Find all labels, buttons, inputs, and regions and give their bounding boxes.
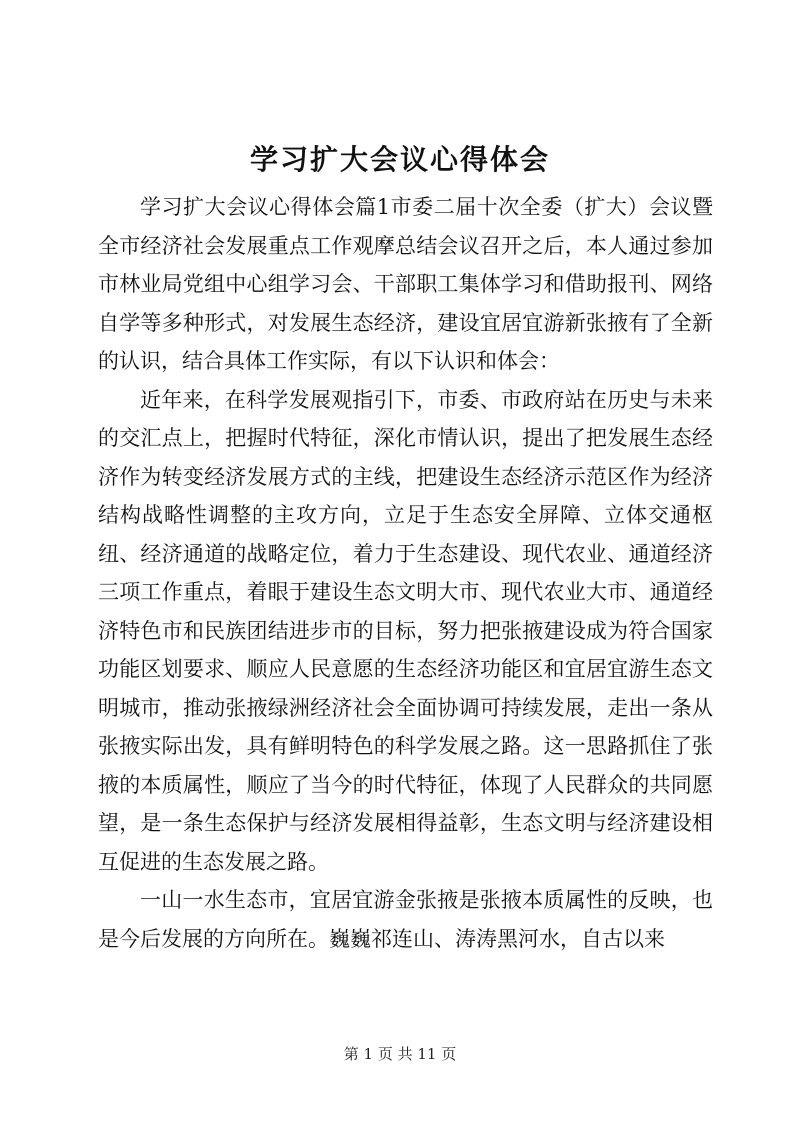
- document-title: 学习扩大会议心得体会: [249, 143, 550, 176]
- paragraph-2: 近年来，在科学发展观指引下，市委、市政府站在历史与未来的交汇点上，把握时代特征，深化市情认识，提出了把发展生态经济作为转变经济发展方式的主线，把建设生态经济示范区作为经济结构战略性调整的主攻方向，立足于生态安全屏障、立体交通枢纽、经济通道的战略定位，着力于生态建设、现代农业、通道经济三项工作重点，着眼于建设生态文明大市、现代农业大市、通道经济特色市和民族团结进步市的目标，努力把张掖建设成为符合国家功能区划要求、顺应人民意愿的生态经济功能区和宜居宜游生态文明城市，推动张掖绿洲经济社会全面协调可持续发展，走出一条从张掖实际出发，具有鲜明特色的科学发展之路。这一思路抓住了张掖的本质属性，顺应了当今的时代特征，体现了人民群众的共同愿望，是一条生态保护与经济发展相得益彰，生态文明与经济建设相互促进的生态发展之路。: [98, 387, 713, 874]
- paragraph-1: 学习扩大会议心得体会篇1市委二届十次全委（扩大）会议暨全市经济社会发展重点工作观摩总结会议召开之后，本人通过参加市林业局党组中心组学习会、干部职工集体学习和借助报刊、网络自学等多种形式，对发展生态经济，建设宜居宜游新张掖有了全新的认识，结合具体工作实际，有以下认识和体会：: [98, 195, 713, 373]
- page-footer: 第 1 页 共 11 页: [343, 1045, 457, 1063]
- document-body: [98, 188, 713, 958]
- paragraph-3: 一山一水生态市，宜居宜游金张掖是张掖本质属性的反映，也是今后发展的方向所在。巍巍祁连山、涛涛黑河水，自古以来: [98, 888, 713, 951]
